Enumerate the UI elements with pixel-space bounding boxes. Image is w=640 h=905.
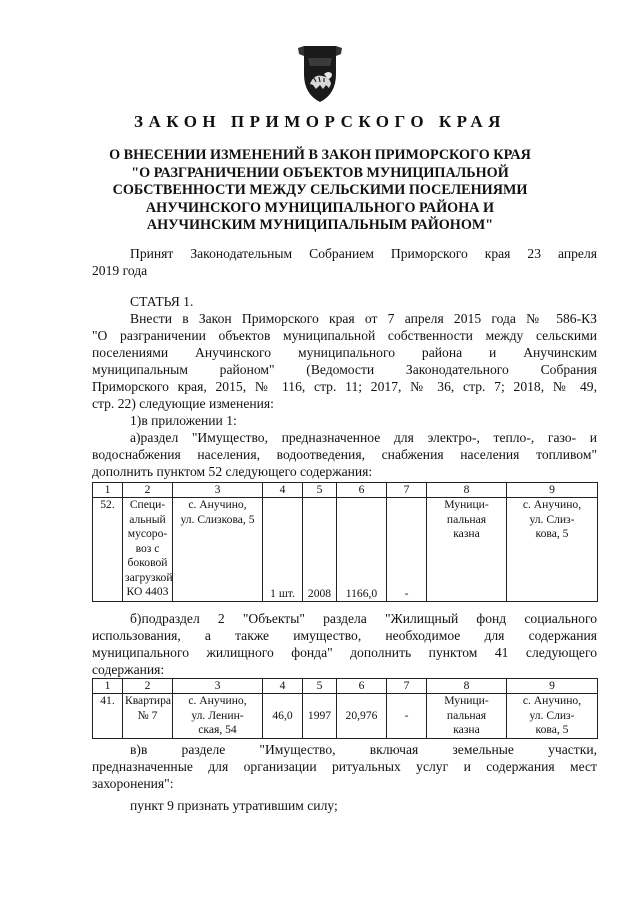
subpoint-b: [92, 610, 597, 678]
cell-line: ская, 54: [198, 723, 237, 736]
coat-of-arms-icon: [296, 44, 344, 104]
cell-line: загрузкой: [125, 570, 173, 584]
article-intro-line: "О разграничении объектов муниципальной собственности между сельскими: [92, 328, 597, 343]
cell-address: [173, 694, 263, 739]
article-intro-line: Приморского края, 2015, № 116, стр. 11; 2017, № 36, стр. 7; 2018, № 49,: [92, 379, 597, 394]
subpoint-b-line: б)подраздел 2 "Объекты" раздела "Жилищный фонд социального: [130, 611, 597, 626]
cell-line: пальная: [446, 512, 487, 526]
article-intro-line: Внести в Закон Приморского края от 7 апреля 2015 года № 586-КЗ: [130, 311, 597, 326]
point-1: 1)в приложении 1:: [130, 413, 237, 428]
column-header: 2: [123, 483, 173, 498]
cell-line: казна: [453, 723, 480, 736]
cell-area: 46,0: [263, 694, 303, 739]
column-header: 9: [507, 483, 598, 498]
column-header: 7: [387, 483, 427, 498]
column-header: 1: [93, 679, 123, 694]
article-1: [92, 293, 597, 480]
cell-line: Специ-: [129, 498, 166, 511]
cell-value: 1166,0: [337, 498, 387, 602]
article-intro-line: поселениями Анучинского муниципального района и Анучинским: [92, 345, 597, 360]
subpoint-a-line: а)раздел "Имущество, предназначенное для электро-, тепло-, газо- и: [130, 430, 597, 445]
column-header: 2: [123, 679, 173, 694]
subpoint-a-line: водоснабжения населения, водоотведения, снабжения населения топливом": [92, 447, 597, 462]
subpoint-v-line: захоронения":: [92, 776, 174, 791]
column-header: 4: [263, 679, 303, 694]
subpoint-b-line: содержания:: [92, 662, 165, 677]
cell-owner: [427, 498, 507, 602]
cell-line: воз с: [135, 541, 160, 555]
cell-line: альный: [129, 512, 166, 526]
column-header: 3: [173, 483, 263, 498]
law-subtitle: [80, 147, 560, 235]
cell-line: с. Анучино,: [188, 498, 247, 511]
cell-line: ул. Слиз-: [529, 708, 575, 722]
column-header: 4: [263, 483, 303, 498]
table-item-41: [92, 678, 598, 739]
subtitle-line: АНУЧИНСКИМ МУНИЦИПАЛЬНЫМ РАЙОНОМ": [146, 217, 494, 233]
cell-line: ул. Слизкова, 5: [180, 512, 255, 526]
subtitle-line: СОБСТВЕННОСТИ МЕЖДУ СЕЛЬСКИМИ ПОСЕЛЕНИЯМИ: [112, 182, 528, 198]
table-header-row: [93, 483, 598, 498]
article-heading: СТАТЬЯ 1.: [130, 294, 194, 309]
cell-value: 20,976: [337, 694, 387, 739]
subtitle-line: О ВНЕСЕНИИ ИЗМЕНЕНИЙ В ЗАКОН ПРИМОРСКОГО КРАЯ: [109, 147, 531, 163]
table-header-row: [93, 679, 598, 694]
cell-line: пальная: [446, 708, 487, 722]
law-title: ЗАКОН ПРИМОРСКОГО КРАЯ: [134, 112, 506, 131]
table-row: [93, 498, 598, 602]
column-header: 7: [387, 679, 427, 694]
subpoint-v-line: предназначенные для организации ритуальных услуг и содержания мест: [92, 759, 597, 774]
cell-line: КО 4403: [126, 585, 169, 598]
article-intro-line: стр. 22) следующие изменения:: [92, 396, 274, 411]
cell-owner: [427, 694, 507, 739]
cell-line: ул. Ленин-: [191, 708, 244, 722]
cell-line: Муници-: [444, 694, 489, 707]
column-header: 1: [93, 483, 123, 498]
subpoint-b-line: муниципального жилищного фонда" дополнить пунктом 41 следующего: [92, 645, 597, 660]
adoption-line: Принят Законодательным Собранием Приморского края 23 апреля: [130, 246, 597, 261]
table-row: [93, 694, 598, 739]
column-header: 3: [173, 679, 263, 694]
cell-year: 1997: [303, 694, 337, 739]
cell-number: 41.: [93, 694, 123, 739]
cell-line: с. Анучино,: [188, 694, 247, 707]
cell-line: Муници-: [444, 498, 489, 511]
column-header: 5: [303, 679, 337, 694]
cell-line: ул. Слиз-: [529, 512, 575, 526]
cell-line: № 7: [137, 708, 158, 722]
cell-address: [173, 498, 263, 602]
cell-line: кова, 5: [535, 723, 569, 736]
subpoint-v: [92, 741, 597, 814]
cell-line: мусоро-: [127, 527, 168, 540]
subpoint-v-item: пункт 9 признать утратившим силу;: [130, 798, 338, 813]
column-header: 9: [507, 679, 598, 694]
table-item-52: [92, 482, 598, 602]
column-header: 8: [427, 679, 507, 694]
cell-line: казна: [453, 527, 480, 540]
cell-year: 2008: [303, 498, 337, 602]
cell-line: Квартира: [125, 694, 172, 707]
cell-line: боковой: [127, 556, 168, 569]
cell-line: кова, 5: [535, 527, 569, 540]
column-header: 5: [303, 483, 337, 498]
cell-name: [123, 694, 173, 739]
cell-recipient: [507, 498, 598, 602]
cell-line: с. Анучино,: [522, 498, 582, 511]
article-intro-line: муниципальным районом" (Ведомости Законодательного Собрания: [92, 362, 597, 377]
subpoint-b-line: использования, а также имущество, необходимое для содержания: [92, 628, 597, 643]
cell-recipient: [507, 694, 598, 739]
subtitle-line: АНУЧИНСКОГО МУНИЦИПАЛЬНОГО РАЙОНА И: [145, 199, 495, 216]
subpoint-a-line: дополнить пунктом 52 следующего содержания:: [92, 464, 373, 479]
cell-line: с. Анучино,: [522, 694, 582, 707]
cell-quantity: 1 шт.: [263, 498, 303, 602]
subtitle-line: "О РАЗГРАНИЧЕНИИ ОБЪЕКТОВ МУНИЦИПАЛЬНОЙ: [131, 164, 509, 181]
adoption-line: 2019 года: [92, 263, 148, 278]
subpoint-v-line: в)в разделе "Имущество, включая земельные участки,: [130, 742, 597, 757]
column-header: 6: [337, 679, 387, 694]
column-header: 6: [337, 483, 387, 498]
cell-name: [123, 498, 173, 602]
cell-col7: -: [387, 694, 427, 739]
column-header: 8: [427, 483, 507, 498]
adoption-note: [92, 245, 597, 279]
cell-col7: -: [387, 498, 427, 602]
cell-number: 52.: [93, 498, 123, 602]
